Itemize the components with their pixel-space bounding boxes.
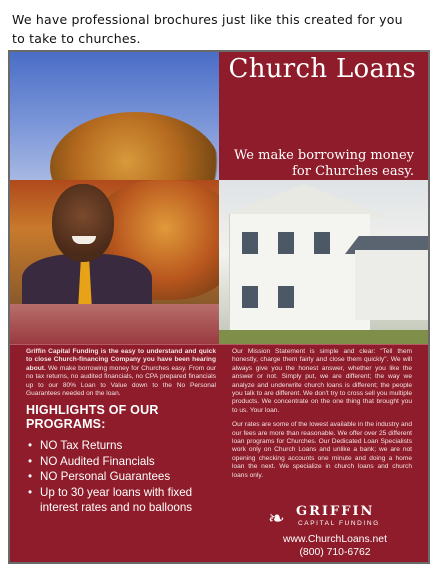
highlights-title: HIGHLIGHTS OF OUR PROGRAMS: <box>26 403 159 431</box>
mission-paragraph: Our Mission Statement is simple and clear: "Tell them honestly, charge them fairly and close them quickly". We will always give you the honest answer, whether you like the answer or not. Simply put, we are different; the way we analyze and underwrite church loans is different; the people you talk to are different. We don't try to cross sell you multiple products. We concentrate on the one thing that brought you to us. Your loan. <box>232 348 412 414</box>
rates-paragraph: Our rates are some of the lowest available in the industry and our fees are more than reasonable. We offer over 25 different loan programs for Churches. Our Dedicated Loan Specialists work only on Church Loans and unlike a bank; we are not opening checking accounts one minute and doing a home loan the next. We specialize in church loans and church loans only. <box>232 421 412 479</box>
church-window <box>278 286 294 308</box>
highlight-item: • NO Tax Returns <box>28 438 228 454</box>
highlight-item: • NO Audited Financials <box>28 454 228 470</box>
brochure-headline: Church Loans <box>228 54 416 84</box>
page-caption <box>12 10 432 48</box>
blurred-wall-image <box>10 304 219 344</box>
intro-body: We make borrowing money for Churches easy. From our no tax returns, no audited financials, no CPA prepared financials up to our 80% Loan to Value down to the No Personal Guarantees needed on the loan. <box>26 364 216 398</box>
highlight-item: • NO Personal Guarantees <box>28 469 228 485</box>
intro-lead: Griffin Capital Funding is the easy to understand and quick to close Church-financing Company you have been hearing about. <box>26 348 216 372</box>
caption-line-1: We have professional brochures just like this created for you <box>12 12 403 27</box>
intro-paragraph <box>26 348 216 398</box>
brochure-image <box>8 50 430 564</box>
church-building <box>229 214 370 334</box>
logo-subtitle: CAPITAL FUNDING <box>298 520 380 527</box>
church-window <box>242 286 258 308</box>
tagline-line-2: for Churches easy. <box>292 164 414 179</box>
mission-column <box>232 348 412 486</box>
church-roof <box>219 184 389 218</box>
highlights-list <box>28 438 228 516</box>
church-photo <box>219 180 428 344</box>
church-lawn <box>219 330 428 344</box>
griffin-logo <box>268 504 408 534</box>
church-window <box>314 232 330 254</box>
logo-wordmark: GRIFFIN <box>296 504 375 519</box>
man-photo <box>10 180 219 304</box>
brochure-tagline <box>224 148 414 180</box>
church-window <box>242 232 258 254</box>
man-face <box>52 184 114 262</box>
website-text: www.ChurchLoans.net <box>283 534 387 545</box>
headline-panel <box>219 52 428 180</box>
tagline-line-1: We make borrowing money <box>234 148 414 163</box>
church-annex <box>355 250 428 320</box>
church-window <box>278 232 294 254</box>
intro-column <box>26 348 216 404</box>
section-divider <box>10 344 428 345</box>
brochure-hero <box>10 52 428 344</box>
highlight-item: • Up to 30 year loans with fixed interest rates and no balloons <box>28 485 228 516</box>
griffin-emblem-icon: ❧ <box>268 506 285 530</box>
caption-line-2: to take to churches. <box>12 31 141 46</box>
phone-number: (800) 710-6762 <box>299 547 371 558</box>
